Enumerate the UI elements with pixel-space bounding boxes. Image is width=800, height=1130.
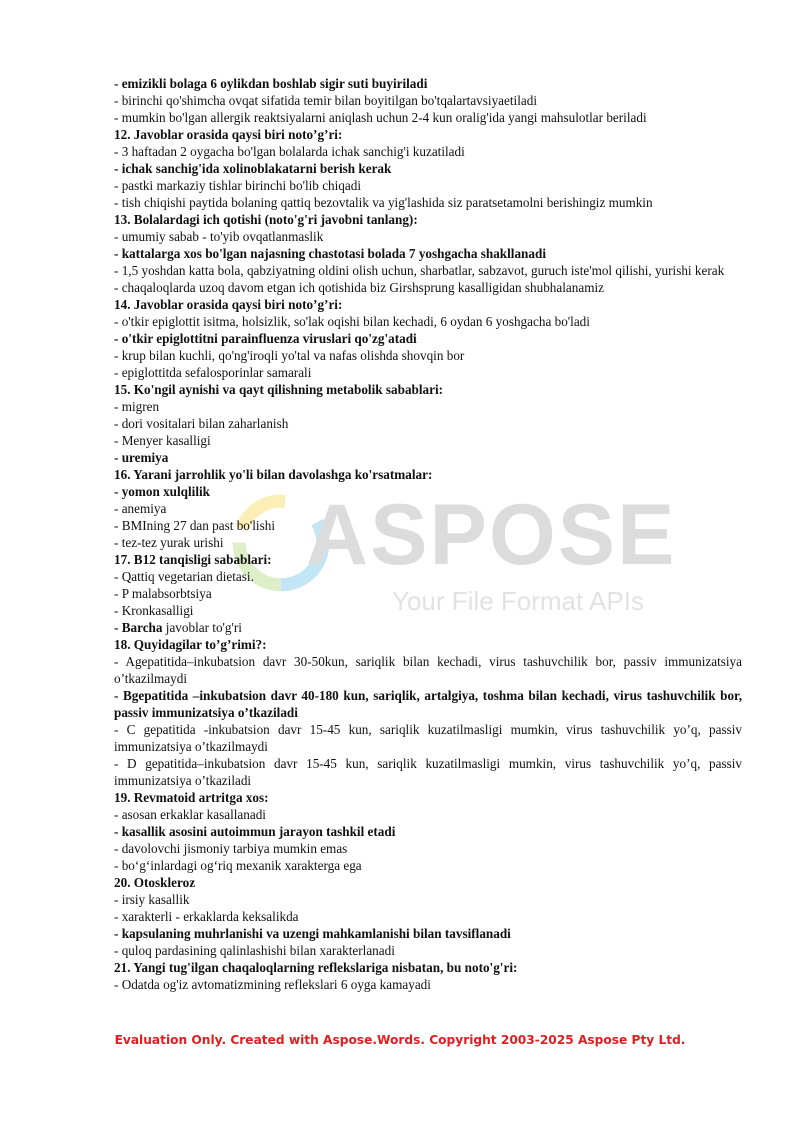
answer-option: - Menyer kasalligi: [114, 433, 211, 448]
answer-option: - D gepatitida–inkubatsion davr 15-45 kun, sariqlik kuzatilmasligi mumkin, virus tashuvchilik yo’q, passiv immunizatsiya o’tkaziladi: [114, 756, 742, 788]
answer-option: - birinchi qo'shimcha ovqat sifatida temir bilan boyitilgan bo'tqalartavsiyaetiladi: [114, 93, 537, 108]
question-heading: 12. Javoblar orasida qaysi biri noto’g’ri:: [114, 127, 343, 142]
answer-option: - ichak sanchig'ida xolinoblakatarni berish kerak: [114, 161, 392, 176]
document-body: [114, 75, 742, 993]
answer-option: - umumiy sabab - to'yib ovqatlanmaslik: [114, 229, 324, 244]
answer-option: - epiglottitda sefalosporinlar samarali: [114, 365, 312, 380]
answer-option: - migren: [114, 399, 160, 414]
watermark-tagline: Your File Format APIs: [392, 586, 644, 616]
question-heading: 15. Ko'ngil aynishi va qayt qilishning metabolik sabablari:: [114, 382, 444, 397]
answer-option: - davolovchi jismoniy tarbiya mumkin emas: [114, 841, 348, 856]
answer-option: [114, 619, 742, 636]
watermark-name: ASPOSE: [306, 487, 677, 583]
answer-option: - P malabsorbtsiya: [114, 586, 212, 601]
answer-option: - xarakterli - erkaklarda keksalikda: [114, 909, 299, 924]
answer-option: - mumkin bo'lgan allergik reaktsiyalarni aniqlash uchun 2-4 kun oralig'ida yangi mahsulotlar beriladi: [114, 110, 647, 125]
question-heading: 13. Bolalardagi ich qotishi (noto'g'ri javobni tanlang):: [114, 212, 418, 227]
answer-emphasis: - Barcha: [114, 620, 163, 635]
answer-option: - yomon xulqlilik: [114, 484, 211, 499]
answer-option: - o'tkir epiglottit isitma, holsizlik, so'lak oqishi bilan kechadi, 6 oydan 6 yoshgacha bo'ladi: [114, 314, 590, 329]
answer-option: - tez-tez yurak urishi: [114, 535, 224, 550]
question-heading: 21. Yangi tug'ilgan chaqaloqlarning reflekslariga nisbatan, bu noto'g'ri:: [114, 960, 518, 975]
question-heading: 17. B12 tanqisligi sabablari:: [114, 552, 272, 567]
answer-option: - Odatda og'iz avtomatizmining reflekslari 6 oyga kamayadi: [114, 977, 431, 992]
answer-option: - kapsulaning muhrlanishi va uzengi mahkamlanishi bilan tavsiflanadi: [114, 926, 511, 941]
question-heading: 19. Revmatoid artritga xos:: [114, 790, 269, 805]
answer-option: - Bgepatitida –inkubatsion davr 40-180 kun, sariqlik, artalgiya, toshma bilan kechadi, virus tashuvchilik bor, passiv immunizatsiya o’tkaziladi: [114, 688, 742, 720]
answer-option: - BMIning 27 dan past bo'lishi: [114, 518, 275, 533]
answer-option: - Agepatitida–inkubatsion davr 30-50kun, sariqlik bilan kechadi, virus tashuvchilik bor, passiv immunizatsiya o’tkazilmaydi: [114, 654, 742, 686]
answer-option: - Qattiq vegetarian dietasi.: [114, 569, 254, 584]
answer-option: - kasallik asosini autoimmun jarayon tashkil etadi: [114, 824, 396, 839]
question-heading: 20. Otoskleroz: [114, 875, 196, 890]
answer-option: - irsiy kasallik: [114, 892, 190, 907]
answer-option: - Kronkasalligi: [114, 603, 194, 618]
answer-option: - pastki markaziy tishlar birinchi bo'lib chiqadi: [114, 178, 362, 193]
answer-option: - asosan erkaklar kasallanadi: [114, 807, 266, 822]
answer-option: - emizikli bolaga 6 oylikdan boshlab sigir suti buyiriladi: [114, 76, 428, 91]
evaluation-footer: Evaluation Only. Created with Aspose.Words. Copyright 2003-2025 Aspose Pty Ltd.: [114, 1033, 686, 1047]
answer-option: - bo‘g‘inlardagi og‘riq mexanik xarakterga ega: [114, 858, 362, 873]
answer-option: - chaqaloqlarda uzoq davom etgan ich qotishida biz Girshsprung kasalligidan shubhalanamiz: [114, 280, 604, 295]
answer-option: - 1,5 yoshdan katta bola, qabziyatning oldini olish uchun, sharbatlar, sabzavot, guruch iste'mol qilishi, yurishi kerak: [114, 263, 725, 278]
question-heading: 16. Yarani jarrohlik yo'li bilan davolashga ko'rsatmalar:: [114, 467, 433, 482]
answer-option: - C gepatitida -inkubatsion davr 15-45 kun, sariqlik kuzatilmasligi mumkin, virus tashuvchilik yo’q, passiv immunizatsiya o’tkazilmaydi: [114, 722, 742, 754]
answer-option: - tish chiqishi paytida bolaning qattiq bezovtalik va yig'lashida siz paratsetamolni berishingiz mumkin: [114, 195, 653, 210]
answer-option: - 3 haftadan 2 oygacha bo'lgan bolalarda ichak sanchig'i kuzatiladi: [114, 144, 465, 159]
answer-option: - dori vositalari bilan zaharlanish: [114, 416, 289, 431]
question-heading: 14. Javoblar orasida qaysi biri noto’g’ri:: [114, 297, 343, 312]
question-heading: 18. Quyidagilar to’g’rimi?:: [114, 637, 267, 652]
answer-option: - krup bilan kuchli, qo'ng'iroqli yo'tal va nafas olishda shovqin bor: [114, 348, 465, 363]
answer-option: - kattalarga xos bo'lgan najasning chastotasi bolada 7 yoshgacha shakllanadi: [114, 246, 546, 261]
answer-option: - quloq pardasining qalinlashishi bilan xarakterlanadi: [114, 943, 395, 958]
answer-option: - o'tkir epiglottitni parainfluenza viruslari qo'zg'atadi: [114, 331, 417, 346]
answer-rest: javoblar to'g'ri: [162, 620, 242, 635]
answer-option: - anemiya: [114, 501, 167, 516]
answer-option: - uremiya: [114, 450, 169, 465]
